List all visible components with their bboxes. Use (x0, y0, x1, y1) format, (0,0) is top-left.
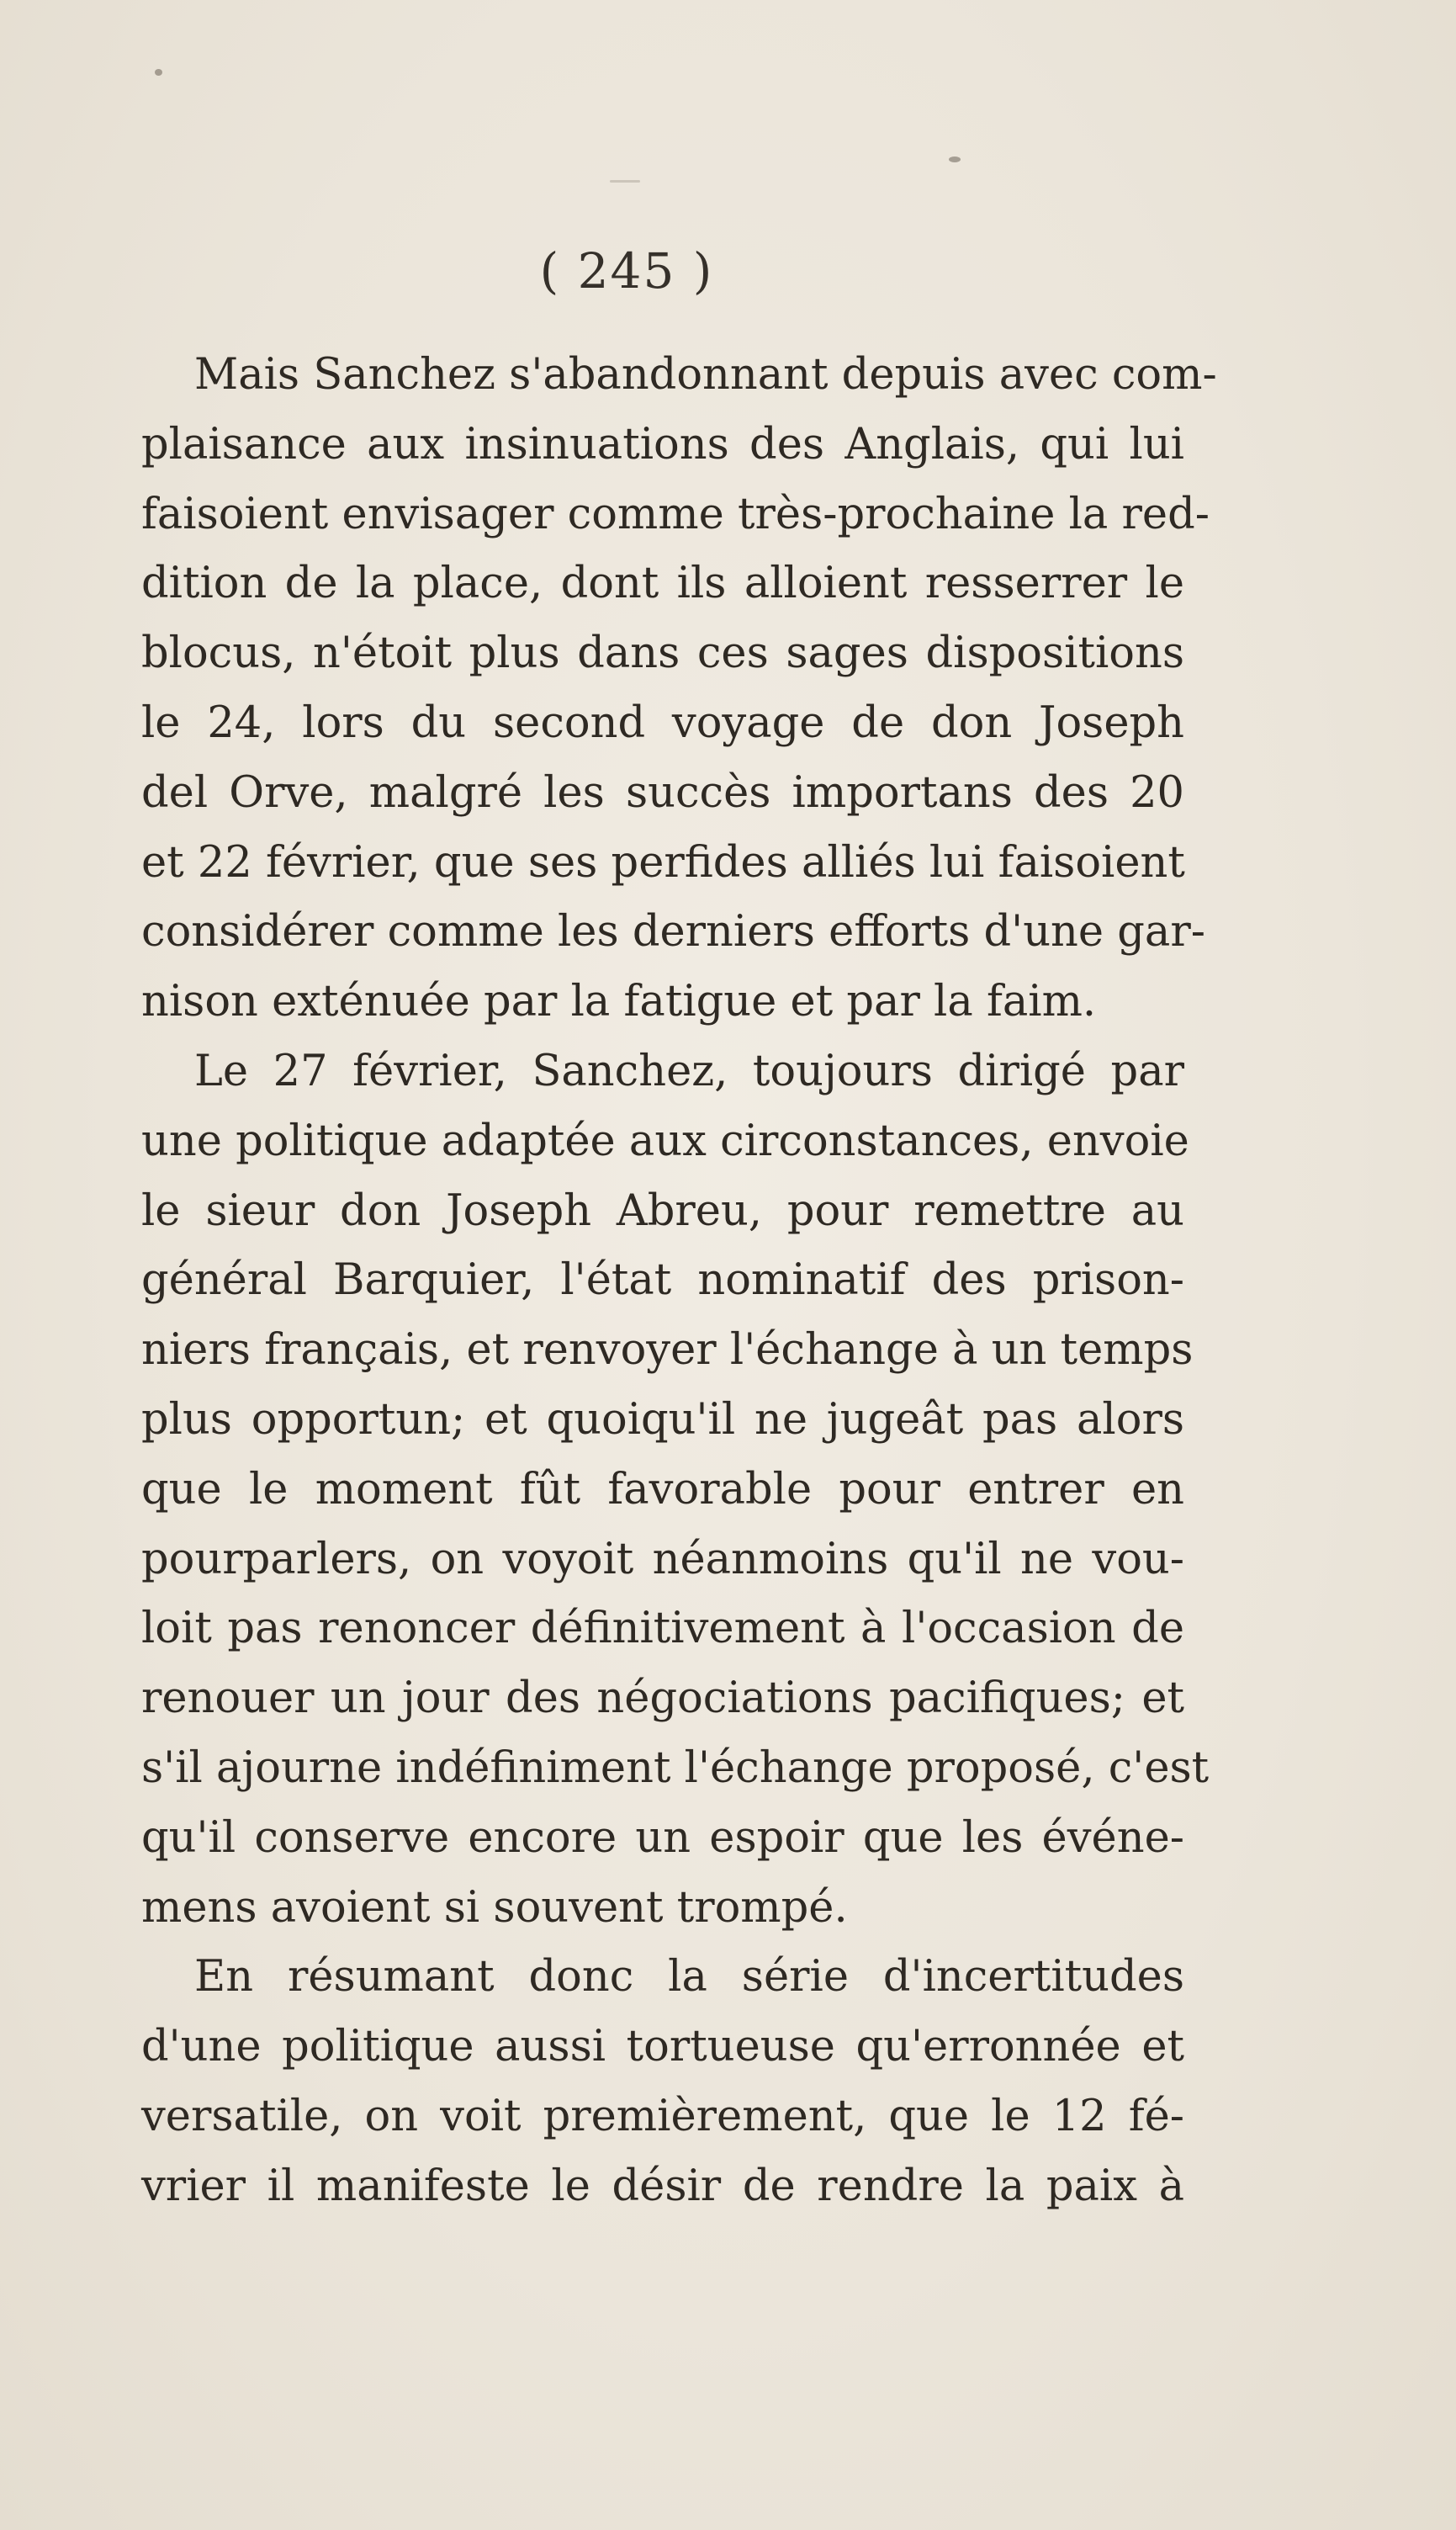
text-line: pourparlers, on voyoit néanmoins qu'il ne vou- (141, 1534, 1184, 1584)
text-line: dition de la place, dont ils alloient resserrer le (141, 559, 1184, 609)
text-line: une politique adaptée aux circonstances, envoie (141, 1116, 1189, 1166)
text-line: loit pas renoncer définitivement à l'occasion de (141, 1604, 1184, 1654)
text-line: versatile, on voit premièrement, que le 12 fé- (141, 2091, 1184, 2141)
text-line: d'une politique aussi tortueuse qu'erronnée et (141, 2022, 1184, 2072)
text-line: renouer un jour des négociations pacifiques; et (141, 1673, 1184, 1724)
text-line: Mais Sanchez s'abandonnant depuis avec com- (194, 350, 1217, 400)
text-line: mens avoient si souvent trompé. (141, 1882, 848, 1933)
text-line: nison exténuée par la fatigue et par la faim. (141, 977, 1097, 1027)
page-number: ( 245 ) (539, 242, 714, 300)
ink-speck (949, 156, 961, 162)
text-line: s'il ajourne indéfiniment l'échange proposé, c'est (141, 1742, 1210, 1793)
text-line: et 22 février, que ses perfides alliés lui faisoient (141, 837, 1185, 888)
text-line: del Orve, malgré les succès importans des 20 (141, 767, 1184, 818)
text-line: En résumant donc la série d'incertitudes (194, 1952, 1184, 2002)
text-line: considérer comme les derniers efforts d'une gar- (141, 907, 1205, 957)
text-line: le sieur don Joseph Abreu, pour remettre au (141, 1185, 1184, 1236)
text-line: plus opportun; et quoiqu'il ne jugeât pas alors (141, 1394, 1184, 1445)
text-line: qu'il conserve encore un espoir que les événe- (141, 1812, 1184, 1863)
text-line: plaisance aux insinuations des Anglais, qui lui (141, 419, 1184, 469)
text-line: le 24, lors du second voyage de don Joseph (141, 697, 1184, 748)
text-line: faisoient envisager comme très-prochaine la red- (141, 489, 1210, 539)
text-line: blocus, n'étoit plus dans ces sages dispositions (141, 629, 1184, 679)
body-text (141, 341, 1217, 2222)
ink-speck (610, 180, 640, 183)
text-line: général Barquier, l'état nominatif des prison- (141, 1255, 1184, 1306)
text-line: vrier il manifeste le désir de rendre la paix à (141, 2161, 1184, 2211)
text-line: que le moment fût favorable pour entrer en (141, 1464, 1184, 1514)
ink-speck (155, 69, 162, 76)
text-line: Le 27 février, Sanchez, toujours dirigé par (194, 1046, 1184, 1096)
text-line: niers français, et renvoyer l'échange à un temps (141, 1325, 1194, 1376)
